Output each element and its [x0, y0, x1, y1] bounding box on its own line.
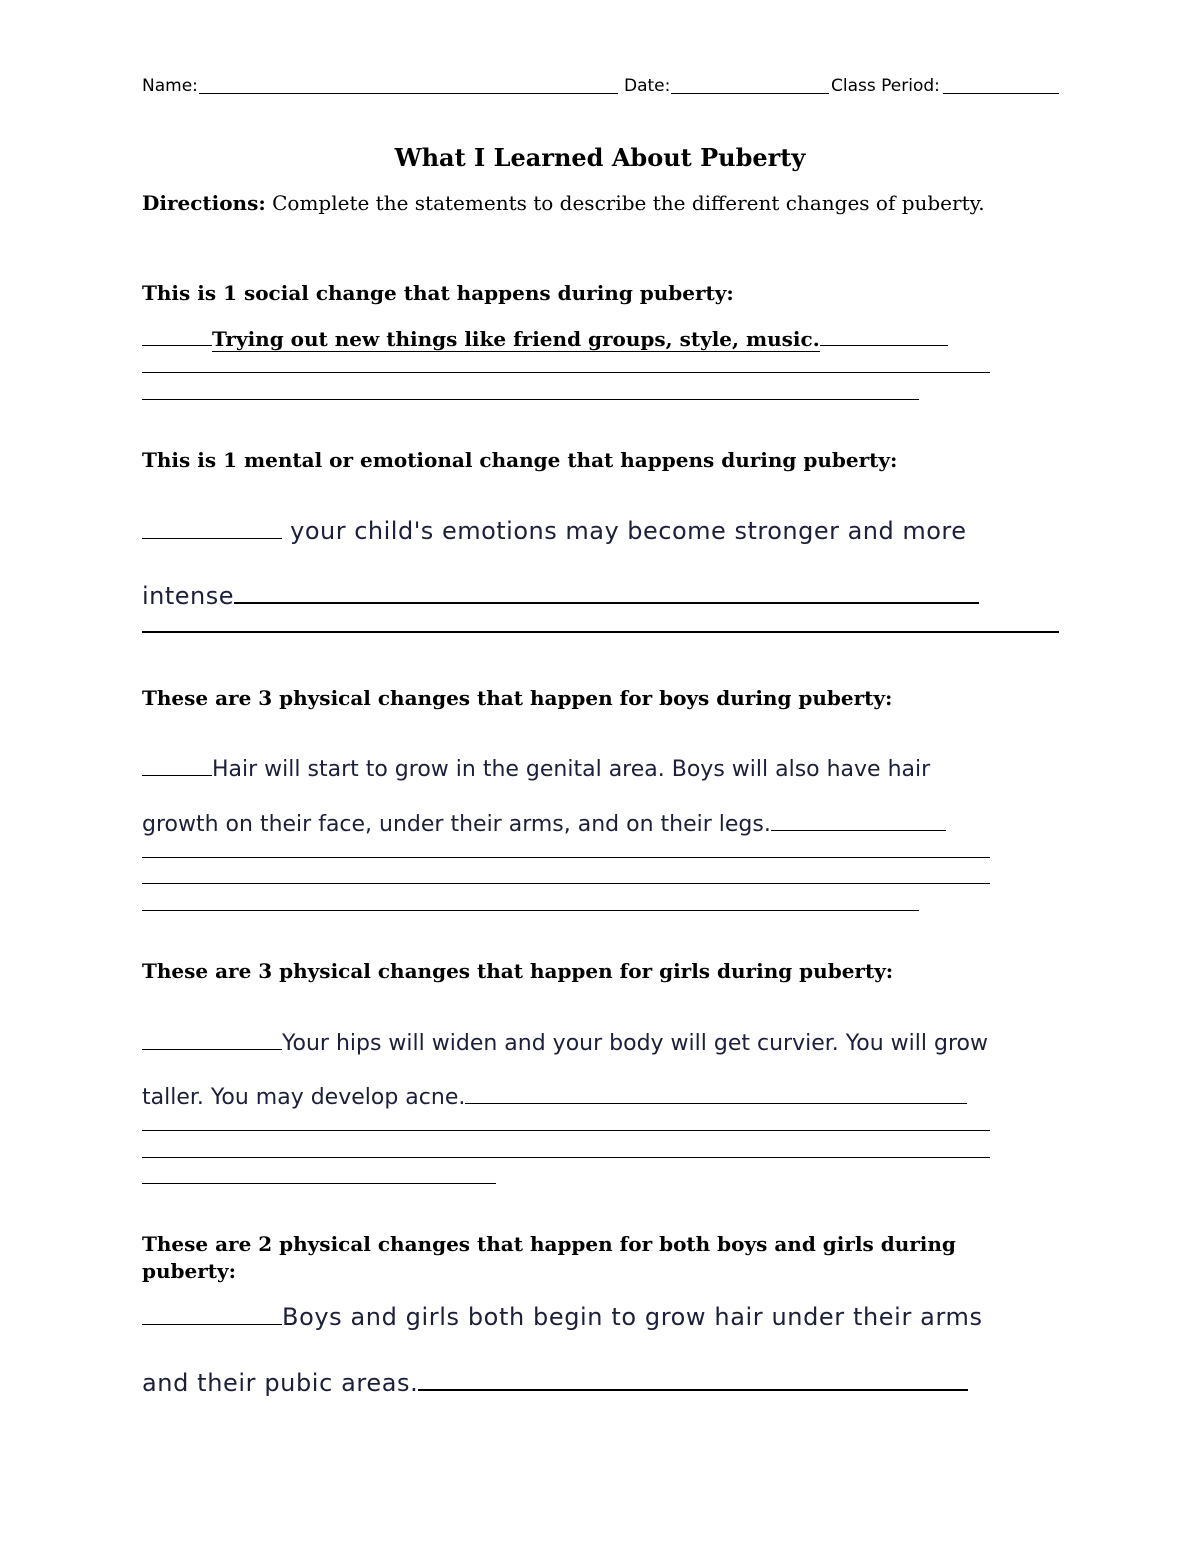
date-label: Date: — [624, 76, 671, 96]
boys-changes-answer-line-1: Hair will start to grow in the genital area. Boys will also have hair — [212, 757, 931, 782]
social-change-answer: Trying out new things like friend groups, style, music. — [212, 327, 820, 351]
answer-line — [142, 883, 990, 884]
social-change-answer-row[interactable] — [142, 325, 948, 351]
both-changes-answer-line-2: and their pubic areas. — [142, 1369, 419, 1397]
both-changes-answer-row-1[interactable] — [142, 1300, 983, 1331]
both-changes-prompt-line-1: These are 2 physical changes that happen for both boys and girls during — [142, 1232, 956, 1256]
class-period-field[interactable] — [943, 93, 1059, 94]
girls-changes-answer-row-1[interactable] — [142, 1027, 988, 1056]
date-field[interactable] — [671, 93, 829, 94]
both-changes-answer-line-1: Boys and girls both begin to grow hair under their arms — [282, 1303, 983, 1331]
boys-changes-answer-row-1[interactable] — [142, 753, 930, 782]
girls-changes-prompt: These are 3 physical changes that happen for girls during puberty: — [142, 959, 894, 983]
directions-label: Directions: — [142, 191, 266, 215]
answer-line — [142, 1130, 990, 1131]
girls-changes-answer-line-1: Your hips will widen and your body will get curvier. You will grow — [282, 1031, 988, 1056]
name-field[interactable] — [199, 93, 618, 94]
social-change-prompt: This is 1 social change that happens during puberty: — [142, 281, 734, 305]
answer-line — [142, 372, 990, 373]
answer-line — [142, 399, 919, 400]
girls-changes-answer-line-2: taller. You may develop acne. — [142, 1085, 466, 1110]
answer-line — [142, 857, 990, 858]
emotional-change-answer-line-1: your child's emotions may become stronger and more — [290, 517, 967, 545]
directions-text: Complete the statements to describe the different changes of puberty. — [265, 191, 985, 215]
boys-changes-answer-row-2[interactable] — [142, 808, 946, 837]
answer-line — [142, 631, 1059, 633]
directions — [142, 191, 985, 215]
emotional-change-answer-row-2[interactable] — [142, 578, 979, 610]
boys-changes-answer-line-2: growth on their face, under their arms, and on their legs. — [142, 812, 771, 837]
boys-changes-prompt: These are 3 physical changes that happen for boys during puberty: — [142, 686, 893, 710]
answer-line — [142, 1183, 496, 1184]
both-changes-prompt-line-2: puberty: — [142, 1259, 237, 1283]
class-period-label: Class Period: — [831, 76, 940, 96]
name-label: Name: — [142, 76, 198, 96]
both-changes-answer-row-2[interactable] — [142, 1365, 968, 1397]
emotional-change-answer-row-1[interactable] — [142, 514, 967, 545]
girls-changes-answer-row-2[interactable] — [142, 1081, 967, 1110]
emotional-change-answer-line-2: intense — [142, 582, 235, 610]
answer-line — [142, 910, 919, 911]
answer-line — [142, 1157, 990, 1158]
page-title: What I Learned About Puberty — [394, 143, 806, 172]
emotional-change-prompt: This is 1 mental or emotional change that happens during puberty: — [142, 448, 898, 472]
